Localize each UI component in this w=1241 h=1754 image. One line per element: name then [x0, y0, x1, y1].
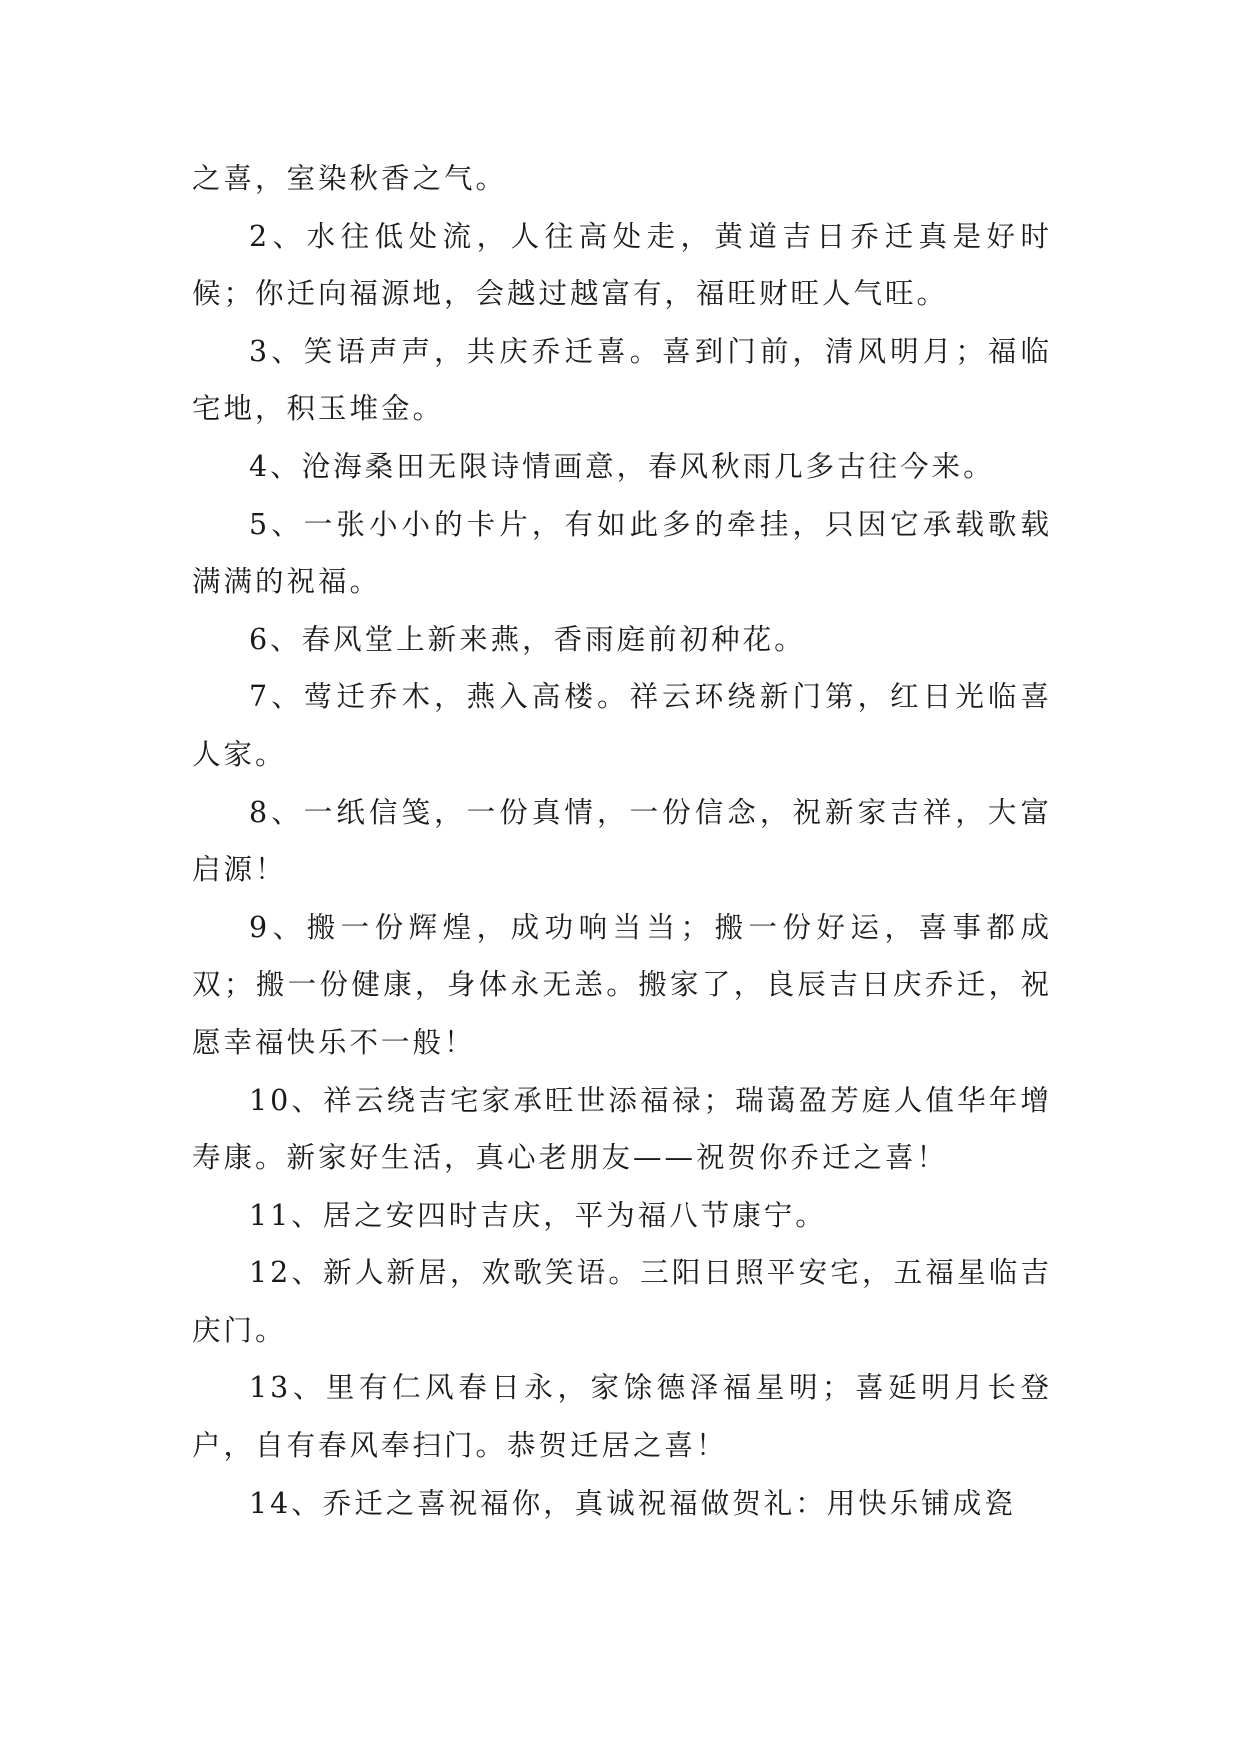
paragraph-item-12: 12、新人新居，欢歌笑语。三阳日照平安宅，五福星临吉庆门。 — [192, 1256, 1052, 1347]
paragraph-item-13: 13、里有仁风春日永，家馀德泽福星明；喜延明月长登户，自有春风奉扫门。恭贺迁居之喜！ — [192, 1371, 1052, 1463]
paragraph-item-10: 10、祥云绕吉宅家承旺世添福禄；瑞蔼盈芳庭人值华年增寿康。新家好生活，真心老朋友——祝贺你乔迁之喜！ — [192, 1083, 1052, 1175]
paragraph-item-4: 4、沧海桑田无限诗情画意，春风秋雨几多古往今来。 — [249, 449, 995, 483]
document-body — [192, 150, 1052, 1532]
paragraph-item-9: 9、搬一份辉煌，成功响当当；搬一份好运，喜事都成双；搬一份健康，身体永无恙。搬家了，良辰吉日庆乔迁，祝愿幸福快乐不一般！ — [192, 910, 1052, 1059]
paragraph-item-6: 6、春风堂上新来燕，香雨庭前初种花。 — [249, 622, 806, 656]
paragraph-item-5: 5、一张小小的卡片，有如此多的牵挂，只因它承载歌载满满的祝福。 — [192, 507, 1052, 599]
paragraph-continuation: 之喜，室染秋香之气。 — [192, 162, 508, 195]
paragraph-item-2: 2、水往低处流，人往高处走，黄道吉日乔迁真是好时候；你迁向福源地，会越过越富有，福旺财旺人气旺。 — [192, 219, 1052, 311]
paragraph-item-14: 14、乔迁之喜祝福你，真诚祝福做贺礼：用快乐铺成瓷 — [249, 1486, 1016, 1520]
paragraph-item-3: 3、笑语声声，共庆乔迁喜。喜到门前，清风明月；福临宅地，积玉堆金。 — [192, 334, 1052, 426]
paragraph-item-7: 7、莺迁乔木，燕入高楼。祥云环绕新门第，红日光临喜人家。 — [192, 680, 1052, 771]
paragraph-item-11: 11、居之安四时吉庆，平为福八节康宁。 — [249, 1198, 827, 1232]
paragraph-item-8: 8、一纸信笺，一份真情，一份信念，祝新家吉祥，大富启源！ — [192, 795, 1052, 887]
